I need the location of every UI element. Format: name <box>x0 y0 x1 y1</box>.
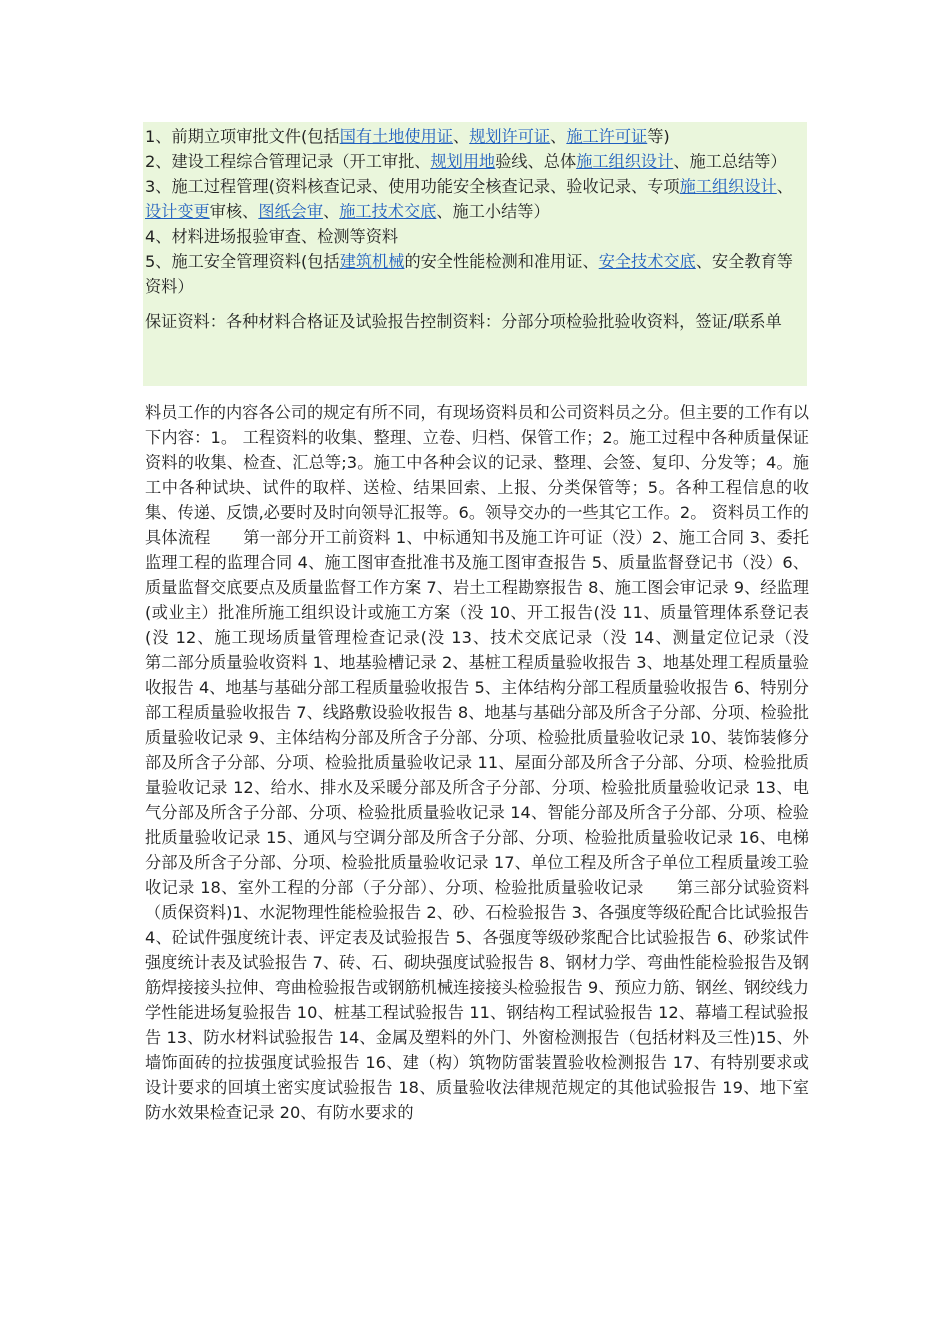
link-construction-permit[interactable]: 施工许可证 <box>566 127 648 146</box>
link-drawing-review[interactable]: 图纸会审 <box>258 202 324 221</box>
link-construction-organization-design-special[interactable]: 施工组织设计 <box>679 177 777 196</box>
list-item-3: 3、施工过程管理(资料核查记录、使用功能安全核查记录、验收记录、专项施工组织设计、设计变更审核、图纸会审、施工技术交底、施工小结等） <box>145 177 793 221</box>
link-safety-technical-disclosure[interactable]: 安全技术交底 <box>598 252 696 271</box>
link-land-use-certificate[interactable]: 国有土地使用证 <box>339 127 453 146</box>
highlighted-section <box>145 124 805 334</box>
body-section <box>145 400 842 1125</box>
list-item-5: 5、施工安全管理资料(包括建筑机械的安全性能检测和准用证、安全技术交底、安全教育等资料） <box>145 252 793 296</box>
link-planning-permit[interactable]: 规划许可证 <box>469 127 551 146</box>
list-item-2: 2、建设工程综合管理记录（开工审批、规划用地验线、总体施工组织设计、施工总结等） <box>145 152 787 171</box>
link-planning-land-use[interactable]: 规划用地 <box>430 152 496 171</box>
link-construction-machinery[interactable]: 建筑机械 <box>339 252 405 271</box>
list-item-4: 4、材料进场报验审查、检测等资料 <box>145 227 399 246</box>
link-construction-organization-design[interactable]: 施工组织设计 <box>576 152 674 171</box>
link-technical-disclosure[interactable]: 施工技术交底 <box>339 202 437 221</box>
list-item-1: 1、前期立项审批文件(包括国有土地使用证、规划许可证、施工许可证等) <box>145 127 670 146</box>
guarantee-paragraph: 保证资料：各种材料合格证及试验报告控制资料：分部分项检验批验收资料，签证/联系单 <box>145 312 782 331</box>
body-paragraph: 料员工作的内容各公司的规定有所不同，有现场资料员和公司资料员之分。但主要的工作有以下内容：1。 工程资料的收集、整理、立卷、归档、保管工作；2。施工过程中各种质量保证资料的收集、检查、汇总等;3。施工中各种会议的记录、整理、会签、复印、分发等；4。施工中各种试块、试件的取样、送检、结果回索、上报、分类保管等；5。各种工程信息的收集、传递、反馈,必要时及时向领导汇报等。6。领导交办的一些其它工作。2。 资料员工作的具体流程 第一部分开工前资料 1、中标通知书及施工许可证（没）2、施工合同 3、委托监理工程的监理合同 4、施工图审查批准书及施工图审查报告 5、质量监督登记书（没）6、质量监督交底要点及质量监督工作方案 7、岩土工程勘察报告 8、施工图会审记录 9、经监理(或业主）批准所施工组织设计或施工方案（没 10、开工报告(没 11、质量管理体系登记表(没 12、施工现场质量管理检查记录(没 13、技术交底记录（没 14、测量定位记录（没 第二部分质量验收资料 1、地基验槽记录 2、基桩工程质量验收报告 3、地基处理工程质量验收报告 4、地基与基础分部工程质量验收报告 5、主体结构分部工程质量验收报告 6、特别分部工程质量验收报告 7、线路敷设验收报告 8、地基与基础分部及所含子分部、分项、检验批质量验收记录 9、主体结构分部及所含子分部、分项、检验批质量验收记录 10、装饰装修分部及所含子分部、分项、检验批质量验收记录 11、屋面分部及所含子分部、分项、检验批质量验收记录 12、给水、排水及采暖分部及所含子分部、分项、检验批质量验收记录 13、电气分部及所含子分部、分项、检验批质量验收记录 14、智能分部及所含子分部、分项、检验批质量验收记录 15、通风与空调分部及所含子分部、分项、检验批质量验收记录 16、电梯分部及所含子分部、分项、检验批质量验收记录 17、单位工程及所含子单位工程质量竣工验收记录 18、室外工程的分部（子分部）、分项、检验批质量验收记录 第三部分试验资料（质保资料)1、水泥物理性能检验报告 2、砂、石检验报告 3、各强度等级砼配合比试验报告 4、砼试件强度统计表、评定表及试验报告 5、各强度等级砂浆配合比试验报告 6、砂浆试件强度统计表及试验报告 7、砖、石、砌块强度试验报告 8、钢材力学、弯曲性能检验报告及钢筋焊接接头拉伸、弯曲检验报告或钢筋机械连接接头检验报告 9、预应力筋、钢丝、钢绞线力学性能进场复验报告 10、桩基工程试验报告 11、钢结构工程试验报告 12、幕墙工程试验报告 13、防水材料试验报告 14、金属及塑料的外门、外窗检测报告（包括材料及三性)15、外墙饰面砖的拉拔强度试验报告 16、建（构）筑物防雷装置验收检测报告 17、有特别要求或设计要求的回填土密实度试验报告 18、质量验收法律规范规定的其他试验报告 19、地下室防水效果检查记录 20、有防水要求的 <box>145 403 842 1122</box>
link-design-change[interactable]: 设计变更 <box>145 202 210 221</box>
